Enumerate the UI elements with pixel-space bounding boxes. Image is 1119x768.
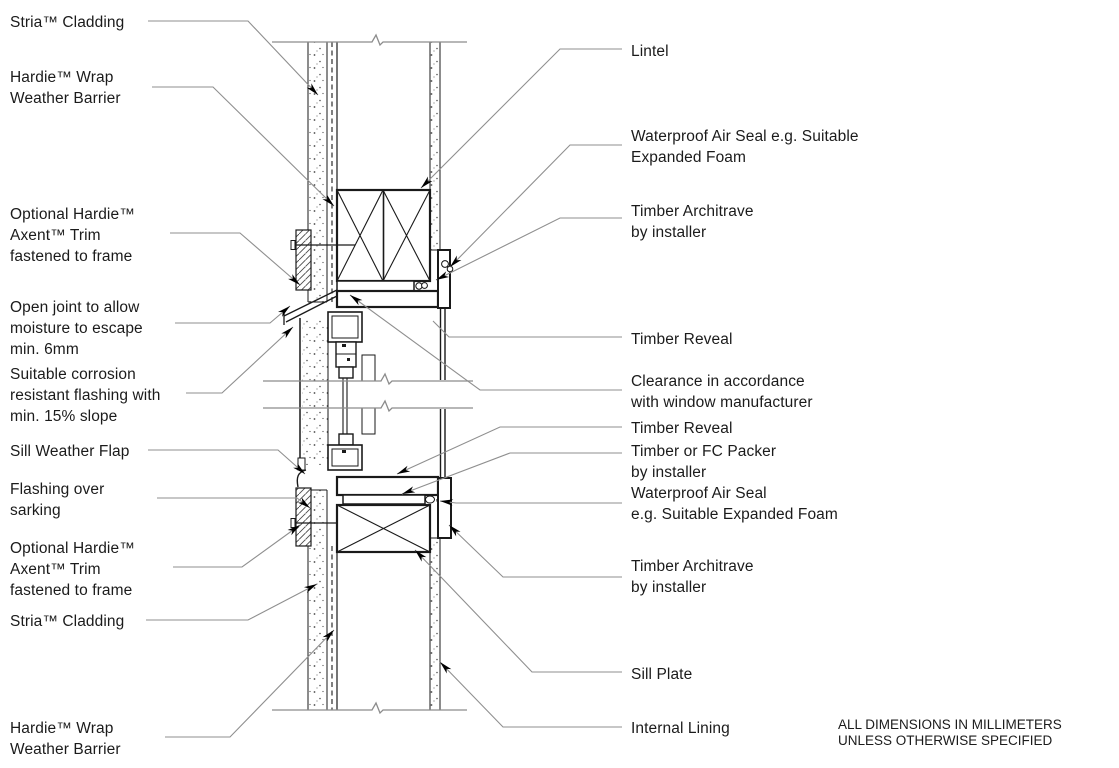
label-line: moisture to escape	[10, 320, 143, 337]
label-line: sarking	[10, 502, 61, 519]
label-clearance	[631, 371, 813, 413]
leader-architrave-sill	[449, 525, 622, 577]
label-line: min. 6mm	[10, 341, 79, 358]
label-line: Timber Architrave	[631, 203, 754, 220]
leader-sill-weather-flap	[148, 450, 305, 474]
label-fc-packer	[631, 441, 776, 483]
sill-plate-section	[337, 505, 430, 552]
label-air-seal-sill	[631, 483, 838, 525]
leader-open-joint	[175, 306, 290, 323]
label-sill-weather-flap	[10, 441, 129, 462]
label-line: Clearance in accordance	[631, 373, 805, 390]
lintel-section	[337, 190, 430, 281]
label-line: Timber Architrave	[631, 558, 754, 575]
label-timber-reveal-sill	[631, 418, 733, 439]
window-head-frame	[328, 312, 362, 378]
sill-timber-architrave	[438, 478, 451, 538]
label-line: Suitable corrosion	[10, 366, 136, 383]
label-hardie-wrap-top	[10, 67, 121, 109]
note-line: UNLESS OTHERWISE SPECIFIED	[838, 733, 1053, 748]
label-hardie-wrap-bottom	[10, 718, 121, 760]
label-line: Stria™ Cladding	[10, 14, 125, 31]
label-architrave-sill	[631, 556, 754, 598]
label-line: Hardie™ Wrap	[10, 720, 114, 737]
label-architrave-head	[631, 201, 754, 243]
label-line: Optional Hardie™	[10, 540, 135, 557]
label-line: Waterproof Air Seal	[631, 485, 767, 502]
interior-packer-blocks	[362, 355, 375, 434]
label-line: Optional Hardie™	[10, 206, 135, 223]
leader-flashing-over-sarking	[157, 498, 310, 508]
sill-weather-flap	[297, 470, 306, 487]
leader-air-seal-sill	[440, 501, 622, 503]
leader-timber-reveal-head	[433, 321, 622, 337]
label-line: Internal Lining	[631, 720, 730, 737]
leader-lines	[146, 21, 622, 737]
label-line: Waterproof Air Seal e.g. Suitable	[631, 128, 859, 145]
label-line: by installer	[631, 224, 707, 241]
label-stria-cladding-top	[10, 12, 124, 33]
label-timber-reveal-head	[631, 329, 733, 350]
leader-lintel	[421, 49, 622, 188]
leader-sill-plate	[415, 550, 622, 672]
leader-axent-trim-bottom	[173, 525, 300, 567]
label-corrosion-flashing	[10, 364, 160, 427]
dimensions-note	[838, 717, 1062, 749]
label-stria-cladding-bottom	[10, 611, 124, 632]
label-internal-lining	[631, 718, 730, 739]
internal-lining-bottom-panel	[430, 538, 440, 710]
label-lintel	[631, 41, 669, 62]
sill-packer-strip	[343, 495, 425, 504]
label-line: Open joint to allow	[10, 299, 140, 316]
label-air-seal-head	[631, 126, 859, 168]
label-line: Hardie™ Wrap	[10, 69, 114, 86]
leader-corrosion-flashing	[186, 327, 293, 393]
head-air-seal-foam	[416, 283, 428, 290]
label-axent-trim-top	[10, 204, 135, 267]
leader-hardie-wrap-top	[152, 87, 334, 206]
label-line: fastened to frame	[10, 582, 133, 599]
label-line: Axent™ Trim	[10, 227, 101, 244]
label-line: fastened to frame	[10, 248, 133, 265]
label-line: Expanded Foam	[631, 149, 747, 166]
label-line: Weather Barrier	[10, 90, 121, 107]
leader-architrave-head	[436, 218, 622, 280]
label-line: Sill Weather Flap	[10, 443, 130, 460]
label-line: Timber Reveal	[631, 331, 733, 348]
leader-clearance	[350, 295, 622, 390]
head-timber-reveal	[337, 291, 438, 307]
label-line: Weather Barrier	[10, 741, 121, 758]
label-line: Timber or FC Packer	[631, 443, 777, 460]
note-line: ALL DIMENSIONS IN MILLIMETERS	[838, 717, 1062, 732]
leader-stria-cladding-bottom	[146, 584, 317, 620]
internal-lining-top-panel	[430, 42, 440, 250]
sill-flashing-and-trim	[296, 488, 311, 546]
head-packer-strip	[337, 281, 414, 291]
label-line: Axent™ Trim	[10, 561, 101, 578]
label-line: e.g. Suitable Expanded Foam	[631, 506, 838, 523]
leader-air-seal-head	[450, 145, 622, 267]
label-line: Lintel	[631, 43, 669, 60]
label-line: Sill Plate	[631, 666, 693, 683]
label-line: Stria™ Cladding	[10, 613, 125, 630]
head-axent-trim	[296, 230, 311, 290]
leader-axent-trim-top	[170, 233, 300, 285]
label-line: with window manufacturer	[631, 394, 813, 411]
label-line: Timber Reveal	[631, 420, 733, 437]
label-line: by installer	[631, 464, 707, 481]
label-open-joint	[10, 297, 143, 360]
label-line: min. 15% slope	[10, 408, 118, 425]
leader-stria-cladding-top	[148, 21, 318, 95]
label-line: resistant flashing with	[10, 387, 161, 404]
label-axent-trim-bottom	[10, 538, 135, 601]
label-line: by installer	[631, 579, 707, 596]
window-jamb-panel	[300, 318, 328, 467]
label-flashing-over-sarking	[10, 479, 104, 521]
leader-timber-reveal-sill	[397, 427, 622, 474]
label-line: Flashing over	[10, 481, 105, 498]
label-sill-plate	[631, 664, 692, 685]
